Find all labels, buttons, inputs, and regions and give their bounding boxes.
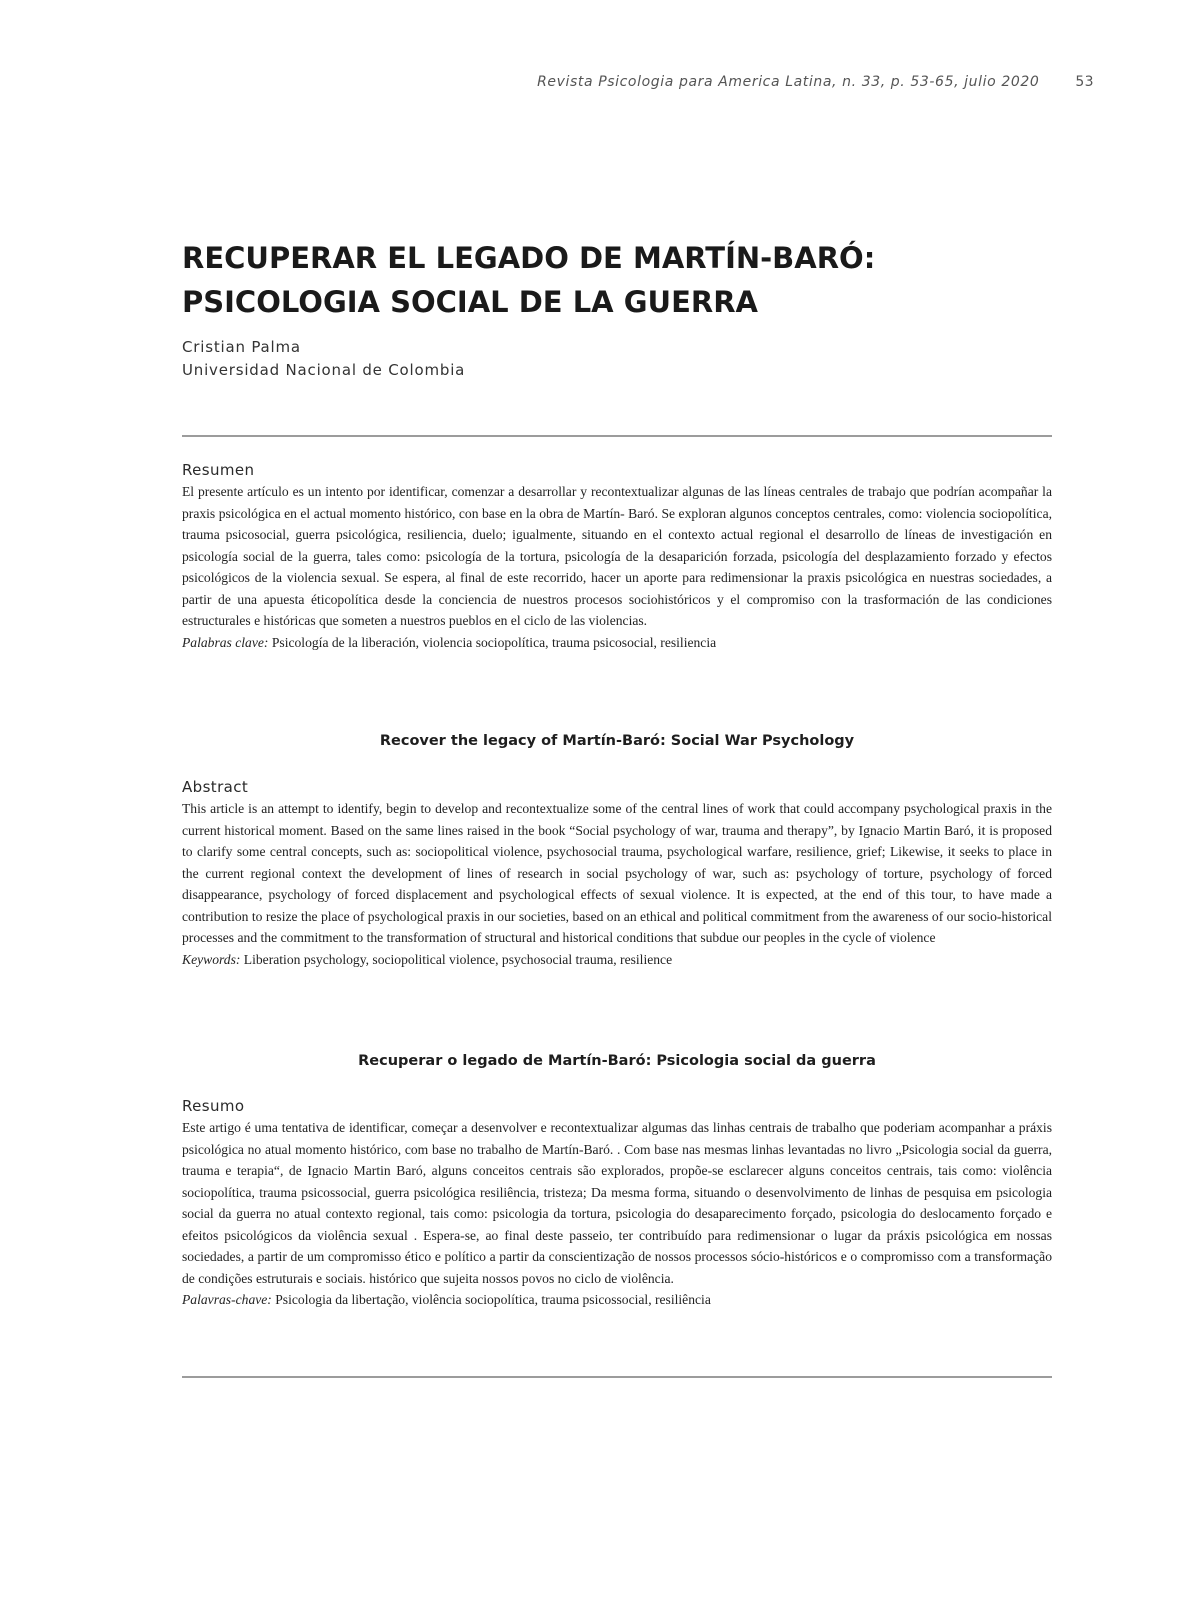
portuguese-keywords-label: Palavras-chave: [182,1292,272,1307]
page-number: 53 [1075,74,1094,90]
article-title [182,236,1062,324]
author-name: Cristian Palma [182,338,301,356]
english-title: Recover the legacy of Martín-Baró: Social War Psychology [379,733,855,749]
english-keywords [182,949,1052,971]
top-divider [182,435,1052,437]
portuguese-keywords-list: Psicologia da libertação, violência sociopolítica, trauma psicossocial, resiliência [271,1292,711,1307]
spanish-keywords [182,632,1052,654]
article-title-line-2: PSICOLOGIA SOCIAL DE LA GUERRA [182,285,758,319]
running-header [537,74,1094,90]
english-abstract-section [182,777,1052,970]
spanish-abstract-heading: Resumen [182,461,255,479]
spanish-keywords-list: Psicología de la liberación, violencia sociopolítica, trauma psicosocial, resiliencia [268,634,717,650]
article-title-line-1: RECUPERAR EL LEGADO DE MARTÍN-BARÓ: [182,241,876,275]
portuguese-title: Recuperar o legado de Martín-Baró: Psicologia social da guerra [358,1053,876,1069]
spanish-keywords-label: Palabras clave: [182,634,269,650]
english-keywords-label: Keywords: [182,951,241,967]
author-block [182,336,465,382]
author-affiliation: Universidad Nacional de Colombia [182,361,466,379]
portuguese-abstract-heading: Resumo [182,1097,245,1115]
english-keywords-list: Liberation psychology, sociopolitical violence, psychosocial trauma, resilience [240,951,673,967]
spanish-abstract-section [182,460,1052,653]
spanish-abstract-body: El presente artículo es un intento por identificar, comenzar a desarrollar y recontextualizar algunas de las líneas centrales de trabajo que podrían acompañar la praxis psicológica en el actual momento histórico, con base en la obra de Martín- Baró. Se exploran algunos conceptos centrales, como: violencia sociopolítica, trauma psicosocial, guerra psicológica, resiliencia, duelo; igualmente, situando en el contexto actual regional el desarrollo de líneas de investigación en psicología social de la guerra, tales como: psicología de la tortura, psicología de la desaparición forzada, psicología del desplazamiento forzado y efectos psicológicos de la violencia sexual. Se espera, al final de este recorrido, hacer un aporte para redimensionar la praxis psicológica en nuestras sociedades, a partir de una apuesta éticopolítica desde la conciencia de nuestros procesos sociohistóricos y el compromiso con la trasformación de las condiciones estructurales e históricas que someten a nuestros pueblos en el ciclo de las violencias. [182,484,1052,628]
portuguese-abstract-section [182,1096,1052,1311]
journal-reference: Revista Psicologia para America Latina, n. 33, p. 53-65, julio 2020 [537,74,1040,90]
portuguese-keywords [182,1289,1052,1311]
bottom-divider [182,1376,1052,1378]
english-abstract-heading: Abstract [182,778,249,796]
portuguese-abstract-body: Este artigo é uma tentativa de identificar, começar a desenvolver e recontextualizar algumas das linhas centrais de trabalho que poderiam acompanhar a práxis psicológica no atual momento histórico, com base no trabalho de Martín-Baró. . Com base nas mesmas linhas levantadas no livro „Psicologia social da guerra, trauma e terapia“, de Ignacio Martin Baró, alguns conceitos centrais são explorados, propõe-se esclarecer alguns conceitos centrais, tais como: violência sociopolítica, trauma psicossocial, guerra psicológica resiliência, tristeza; Da mesma forma, situando o desenvolvimento de linhas de pesquisa em psicologia social da guerra no atual contexto regional, tais como: psicologia da tortura, psicologia do desaparecimento forçado, psicologia do deslocamento forçado e efeitos psicológicos da violência sexual . Espera-se, ao final deste passeio, ter contribuído para redimensionar o lugar da práxis psicológica em nossas sociedades, a partir de um compromisso ético e político a partir da conscientização de nossos processos sócio-históricos e o compromisso com a transformação de condições estruturais e sociais. histórico que sujeita nossos povos no ciclo de violência. [182,1120,1052,1286]
english-abstract-body: This article is an attempt to identify, begin to develop and recontextualize some of the central lines of work that could accompany psychological praxis in the current historical moment. Based on the same lines raised in the book “Social psychology of war, trauma and therapy”, by Ignacio Martin Baró, it is proposed to clarify some central concepts, such as: sociopolitical violence, psychosocial trauma, psychological warfare, resilience, grief; Likewise, it seeks to place in the current regional context the development of lines of research in social psychology of war, such as: psychology of torture, psychology of forced disappearance, psychology of forced displacement and psychological effects of sexual violence. It is expected, at the end of this tour, to have made a contribution to resize the place of psychological praxis in our societies, based on an ethical and political commitment from the awareness of our socio-historical processes and the commitment to the transformation of structural and historical conditions that subdue our peoples in the cycle of violence [182,801,1052,945]
